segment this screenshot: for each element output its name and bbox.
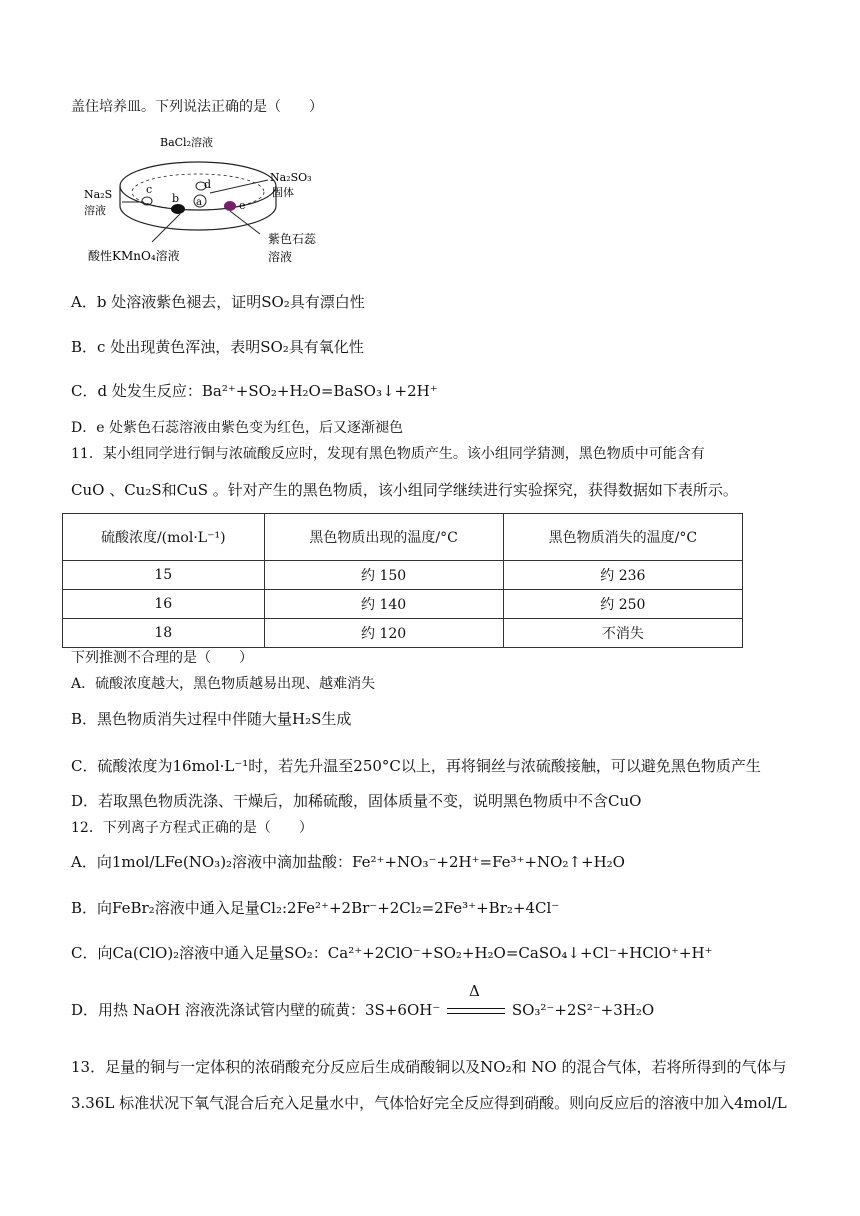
table-cell: 18 bbox=[63, 619, 265, 648]
table-cell: 16 bbox=[63, 590, 265, 619]
label-solid: 固体 bbox=[272, 186, 294, 199]
table-header-row bbox=[63, 514, 743, 561]
label-kmno4: 酸性KMnO₄溶液 bbox=[88, 249, 180, 263]
table-header-cell: 硫酸浓度/(mol·L⁻¹) bbox=[63, 514, 265, 561]
table-cell: 不消失 bbox=[503, 619, 742, 648]
table-row bbox=[63, 590, 743, 619]
spot-e bbox=[224, 201, 236, 211]
spot-b bbox=[171, 204, 185, 214]
question-10-stem-tail: 盖住培养皿。下列说法正确的是（ ） bbox=[71, 99, 323, 115]
q12-option-d bbox=[71, 982, 655, 1021]
q10-option-a: A．b 处溶液紫色褪去，证明SO₂具有漂白性 bbox=[71, 293, 365, 311]
q10-option-b: B．c 处出现黄色浑浊，表明SO₂具有氧化性 bbox=[71, 338, 364, 356]
table-header-cell: 黑色物质出现的温度/°C bbox=[264, 514, 503, 561]
spot-b-label: b bbox=[172, 192, 180, 205]
table-header-cell: 黑色物质消失的温度/°C bbox=[503, 514, 742, 561]
table-row bbox=[63, 561, 743, 590]
reaction-arrow bbox=[445, 982, 507, 1021]
q12-option-d-left: D．用热 NaOH 溶液洗涤试管内壁的硫黄：3S+6OH⁻ bbox=[71, 1001, 441, 1019]
double-bar bbox=[447, 1008, 505, 1014]
q11-stem-line2: CuO 、Cu₂S和CuS 。针对产生的黑色物质，该小组同学继续进行实验探究，获得数据如下表所示。 bbox=[71, 481, 738, 499]
label-na2s-solution: 溶液 bbox=[84, 204, 106, 217]
table-cell: 约 236 bbox=[503, 561, 742, 590]
spot-c-label: c bbox=[146, 183, 153, 196]
label-na2s: Na₂S bbox=[84, 188, 113, 201]
q13-line2: 3.36L 标准状况下氧气混合后充入足量水中，气体恰好完全反应得到硝酸。则向反应后的溶液中加入4mol/L bbox=[71, 1094, 787, 1112]
table-cell: 约 150 bbox=[264, 561, 503, 590]
q11-question: 下列推测不合理的是（ ） bbox=[71, 650, 253, 666]
q13-line1: 13．足量的铜与一定体积的浓硝酸充分反应后生成硝酸铜以及NO₂和 NO 的混合气体，若将所得到的气体与 bbox=[71, 1058, 787, 1076]
table-cell: 约 250 bbox=[503, 590, 742, 619]
q10-option-d: D．e 处紫色石蕊溶液由紫色变为红色，后又逐渐褪色 bbox=[71, 420, 403, 436]
q12-option-b: B．向FeBr₂溶液中通入足量Cl₂:2Fe²⁺+2Br⁻+2Cl₂=2Fe³⁺+Br₂+4Cl⁻ bbox=[71, 899, 560, 917]
table-cell: 约 120 bbox=[264, 619, 503, 648]
q11-option-c: C．硫酸浓度为16mol·L⁻¹时，若先升温至250°C以上，再将铜丝与浓硫酸接触，可以避免黑色物质产生 bbox=[71, 757, 761, 775]
label-na2so3: Na₂SO₃ bbox=[270, 171, 312, 184]
heat-symbol: Δ bbox=[469, 982, 480, 1000]
table-cell: 约 140 bbox=[264, 590, 503, 619]
sulfuric-acid-data-table bbox=[62, 513, 743, 648]
table-cell: 15 bbox=[63, 561, 265, 590]
q12-option-a: A．向1mol/LFe(NO₃)₂溶液中滴加盐酸：Fe²⁺+NO₃⁻+2H⁺=Fe³⁺+NO₂↑+H₂O bbox=[71, 853, 625, 871]
petri-dish-diagram bbox=[80, 128, 340, 268]
q12-option-c: C．向Ca(ClO)₂溶液中通入足量SO₂：Ca²⁺+2ClO⁻+SO₂+H₂O=CaSO₄↓+Cl⁻+HClO⁺+H⁺ bbox=[71, 944, 713, 962]
spot-e-label: e bbox=[239, 199, 246, 212]
q11-stem-line1: 11．某小组同学进行铜与浓硫酸反应时，发现有黑色物质产生。该小组同学猜测，黑色物质中可能含有 bbox=[71, 446, 705, 462]
q12-stem: 12．下列离子方程式正确的是（ ） bbox=[71, 820, 313, 836]
label-litmus-1: 紫色石蕊 bbox=[268, 232, 317, 246]
q12-option-d-right: SO₃²⁻+2S²⁻+3H₂O bbox=[511, 1001, 655, 1019]
label-litmus-2: 溶液 bbox=[268, 250, 293, 264]
spot-d-label: d bbox=[204, 178, 212, 191]
q11-option-a: A．硫酸浓度越大，黑色物质越易出现、越难消失 bbox=[71, 676, 376, 692]
q11-option-b: B．黑色物质消失过程中伴随大量H₂S生成 bbox=[71, 710, 352, 728]
q11-option-d: D．若取黑色物质洗涤、干燥后，加稀硫酸，固体质量不变，说明黑色物质中不含CuO bbox=[71, 792, 642, 810]
table-row bbox=[63, 619, 743, 648]
q10-option-c: C．d 处发生反应：Ba²⁺+SO₂+H₂O=BaSO₃↓+2H⁺ bbox=[71, 382, 438, 400]
spot-a-label: a bbox=[196, 197, 202, 208]
label-bacl2: BaCl₂溶液 bbox=[160, 136, 213, 149]
